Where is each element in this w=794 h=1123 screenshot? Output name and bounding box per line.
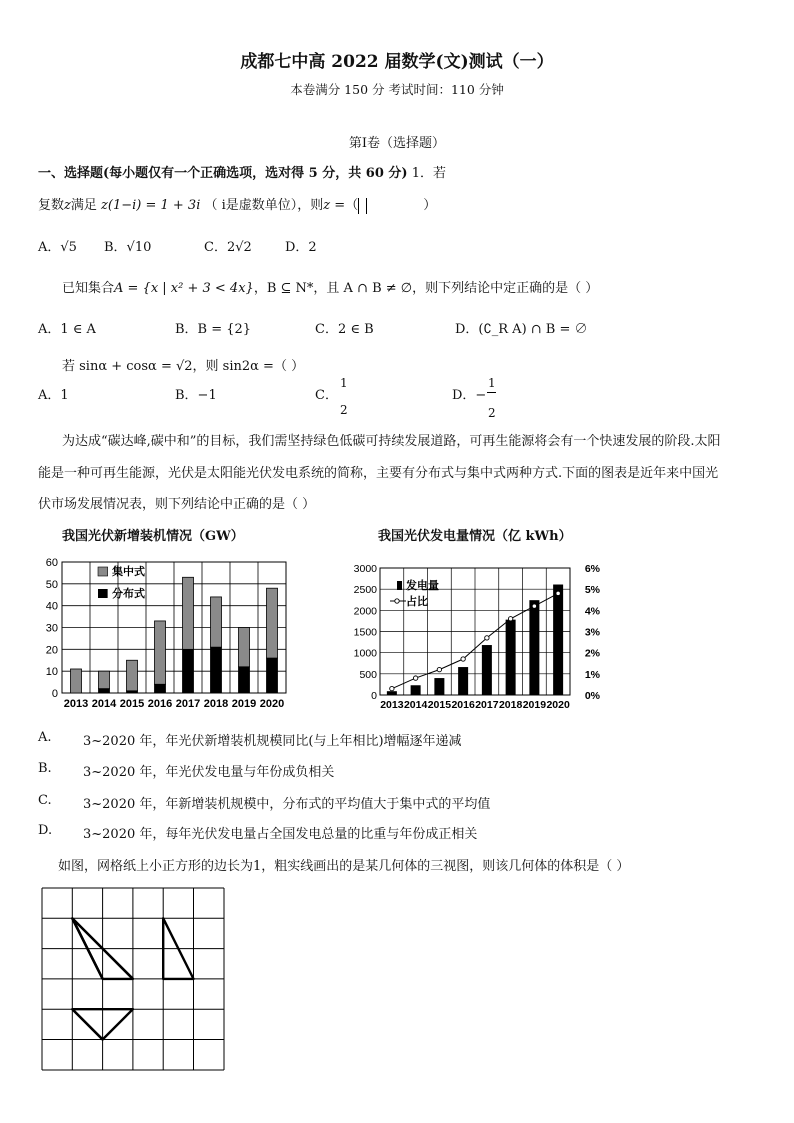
chart-1-bar-distributed	[267, 658, 278, 693]
chart-2-xtick: 2017	[475, 699, 499, 711]
chart-1-bar-distributed	[239, 667, 250, 693]
chart-2-bar	[458, 667, 468, 695]
chart-1-xtick: 2020	[259, 698, 285, 710]
chart-2-legend-share: 占比	[406, 596, 428, 608]
chart-1-ytick: 50	[45, 578, 58, 591]
q4-line-1: 为达成“碳达峰,碳中和”的目标，我们需坚持绿色低碳可持续发展道路，可再生能源将会有一个快速发展的阶段.太阳	[62, 434, 721, 449]
page-subtitle: 本卷满分 150 分 考试时间：110 分钟	[290, 82, 504, 97]
chart-2-bar	[411, 685, 421, 695]
chart-2-bar	[434, 678, 444, 695]
chart-2-bar	[482, 645, 492, 695]
q2-stem	[62, 277, 598, 296]
chart-2-ytick-left: 1500	[353, 626, 377, 639]
chart-2-legend	[390, 578, 439, 608]
chart-1-xtick: 2015	[119, 698, 145, 710]
chart-2-legend-marker	[395, 599, 399, 603]
chart-1-legend-swatch-centralized	[98, 567, 108, 576]
q3-option-d-label: D．−	[452, 388, 487, 403]
q3-option-b: B．−1	[175, 388, 217, 403]
q5-stem: 如图，网格纸上小正方形的边长为1，粗实线画出的是某几何体的三视图，则该几何体的体积是（ ）	[58, 859, 630, 874]
chart-2-ytick-right: 6%	[584, 563, 600, 575]
q4-option-b-text: 3~2020 年，年光伏发电量与年份成负相关	[83, 765, 335, 780]
q4-option-c-text: 3~2020 年，年新增装机规模中，分布式的平均值大于集中式的平均值	[83, 797, 491, 812]
chart-2-ytick-right: 5%	[584, 584, 600, 597]
chart-1-bar-distributed	[99, 689, 110, 693]
q1-option-d: D．2	[285, 240, 317, 255]
q4-option-d-text: 3~2020 年，每年光伏发电量占全国发电总量的比重与年份成正相关	[83, 827, 478, 842]
chart-1-bar-centralized	[71, 669, 82, 693]
answer-blank	[358, 198, 367, 214]
chart-1-bar-centralized	[183, 577, 194, 649]
chart-1-xtick: 2016	[147, 698, 173, 710]
chart-2-xtick: 2014	[403, 699, 428, 711]
q3-option-a: A．1	[38, 388, 69, 403]
q3-option-d-denominator: 2	[488, 406, 496, 420]
chart-2-ytick-right: 3%	[584, 626, 600, 639]
chart-2-bar	[529, 600, 539, 695]
chart-1-ytick: 60	[45, 557, 58, 569]
section-heading-line	[38, 162, 446, 181]
chart-1-bar-centralized	[155, 621, 166, 684]
chart-2-ytick-left: 500	[359, 668, 377, 681]
q1-stem-a: 复数	[38, 198, 65, 213]
chart-2-xtick: 2013	[380, 699, 404, 711]
q1-option-a: A．√5	[38, 240, 77, 255]
q1-stem-d: =（	[334, 198, 359, 213]
chart-2-generation	[342, 558, 604, 713]
q3-option-d-numerator: 1	[488, 376, 496, 390]
chart-2-ytick-left: 2500	[353, 584, 377, 597]
q1-stem-end: ）	[423, 198, 437, 213]
q1-option-b: B．√10	[104, 240, 152, 255]
chart-1-bar-distributed	[211, 647, 222, 693]
q4-line-3: 伏市场发展情况表，则下列结论中正确的是（ ）	[38, 497, 316, 512]
chart-1-legend-centralized: 集中式	[112, 566, 145, 578]
q3-option-d	[452, 384, 486, 403]
chart-1-bar-centralized	[127, 660, 138, 691]
chart-2-ytick-left: 1000	[353, 647, 377, 660]
chart-2-xtick: 2015	[427, 699, 452, 711]
chart-1-bar-centralized	[99, 671, 110, 688]
chart-1-legend-swatch-distributed	[98, 589, 108, 598]
chart-2-bar	[553, 585, 563, 695]
chart-2-legend-generation: 发电量	[406, 580, 439, 592]
chart-1-xtick: 2019	[231, 698, 257, 710]
q1-stem-b: 满足	[70, 198, 97, 213]
chart-2-share-point	[437, 667, 441, 671]
page-title: 成都七中高 2022 届数学(文)测试（一）	[240, 52, 554, 72]
chart-1-ytick: 30	[45, 622, 58, 635]
chart-2-ytick-left: 2000	[353, 605, 377, 618]
chart-1-ytick: 40	[45, 600, 58, 613]
q2-option-b: B．B = {2}	[175, 322, 252, 337]
q4-line-2: 能是一种可再生能源，光伏是太阳能光伏发电系统的简称，主要有分布式与集中式两种方式.下面的图表是近年来中国光	[38, 466, 719, 481]
chart-1-bar-centralized	[267, 588, 278, 658]
q3-option-c	[315, 384, 338, 403]
q2-stem-b: ，B ⊆ N*，且 A ∩ B ≠ ∅，则下列结论中定正确的是（ ）	[253, 281, 599, 296]
chart-1-ytick: 20	[45, 644, 58, 657]
chart-1-bar-centralized	[211, 597, 222, 647]
chart-2-ytick-right: 0%	[584, 690, 600, 702]
chart-2-legend-swatch-generation	[397, 581, 402, 590]
chart-2-share-point	[508, 617, 512, 621]
q1-stem: 复数z满足 z(1−i) = 1 + 3i （ i是虚数单位），则z =（ ）	[38, 198, 437, 213]
part-heading: 第Ⅰ卷（选择题）	[348, 136, 446, 151]
chart-2-xtick: 2019	[522, 699, 547, 711]
q3-option-c-label: C．	[315, 388, 338, 403]
q1-equation: z(1−i) = 1 + 3i	[101, 198, 201, 213]
chart-2-ytick-right: 4%	[584, 605, 600, 618]
chart-2-xtick: 2016	[451, 699, 475, 711]
chart-1-bar-centralized	[239, 628, 250, 667]
q3-option-d-fraction-bar	[487, 392, 496, 393]
q3-option-c-numerator: 1	[340, 376, 348, 390]
q2-option-a: A．1 ∈ A	[38, 322, 96, 337]
q4-option-d-label: D.	[38, 823, 53, 838]
section-heading: 一、选择题(每小题仅有一个正确选项，选对得 5 分，共 60 分)	[38, 166, 408, 181]
chart-1-ytick: 0	[51, 688, 58, 700]
chart-1-install	[28, 548, 293, 713]
q2-stem-a: 已知集合	[62, 281, 115, 296]
q1-number: 1．若	[411, 166, 446, 181]
chart-2-share-point	[413, 676, 417, 680]
q4-option-b-label: B.	[38, 761, 52, 776]
q2-option-d: D．(∁_R A) ∩ B = ∅	[455, 322, 588, 337]
chart-2-bar	[387, 691, 397, 695]
chart-2-share-point	[532, 604, 536, 608]
chart-1-ytick: 10	[45, 666, 58, 679]
q4-option-c-label: C.	[38, 793, 52, 808]
chart-1-xtick: 2014	[91, 698, 117, 710]
q4-option-a-label: A.	[38, 730, 52, 745]
chart-1-xtick: 2017	[175, 698, 201, 710]
chart-1-bar-distributed	[155, 684, 166, 693]
chart-2-bar	[506, 620, 516, 695]
q4-option-a-text: 3~2020 年，年光伏新增装机规模同比(与上年相比)增幅逐年递减	[83, 734, 462, 749]
q1-option-c: C．2√2	[204, 240, 252, 255]
chart-2-share-point	[485, 636, 489, 640]
chart-2-ytick-left: 3000	[353, 563, 377, 575]
chart-2-ytick-left: 0	[371, 690, 377, 702]
chart-1-xtick: 2018	[203, 698, 229, 710]
q2-set-expression: A = {x | x² + 3 < 4x}	[114, 281, 254, 296]
chart-1-xtick: 2013	[63, 698, 89, 710]
chart-1-bar-distributed	[183, 649, 194, 693]
q2-option-c: C．2 ∈ B	[315, 322, 374, 337]
chart-1-title: 我国光伏新增装机情况（GW）	[62, 529, 244, 544]
chart-2-ytick-right: 1%	[584, 668, 600, 681]
q3-option-c-denominator: 2	[340, 403, 348, 417]
chart-1-legend	[98, 564, 145, 600]
q1-stem-c: （ i是虚数单位），则	[204, 198, 324, 213]
chart-2-xtick: 2018	[498, 699, 523, 711]
chart-1-legend-distributed: 分布式	[112, 588, 145, 600]
q3-stem: 若 sinα + cosα = √2，则 sin2α =（ ）	[62, 359, 305, 374]
chart-2-share-point	[390, 686, 394, 690]
chart-2-share-point	[556, 591, 560, 595]
three-view-figure	[40, 886, 230, 1074]
chart-2-title: 我国光伏发电量情况（亿 kWh）	[378, 529, 572, 544]
chart-2-xtick: 2020	[546, 699, 570, 711]
chart-2-ytick-right: 2%	[584, 647, 600, 660]
chart-2-share-point	[461, 657, 465, 661]
